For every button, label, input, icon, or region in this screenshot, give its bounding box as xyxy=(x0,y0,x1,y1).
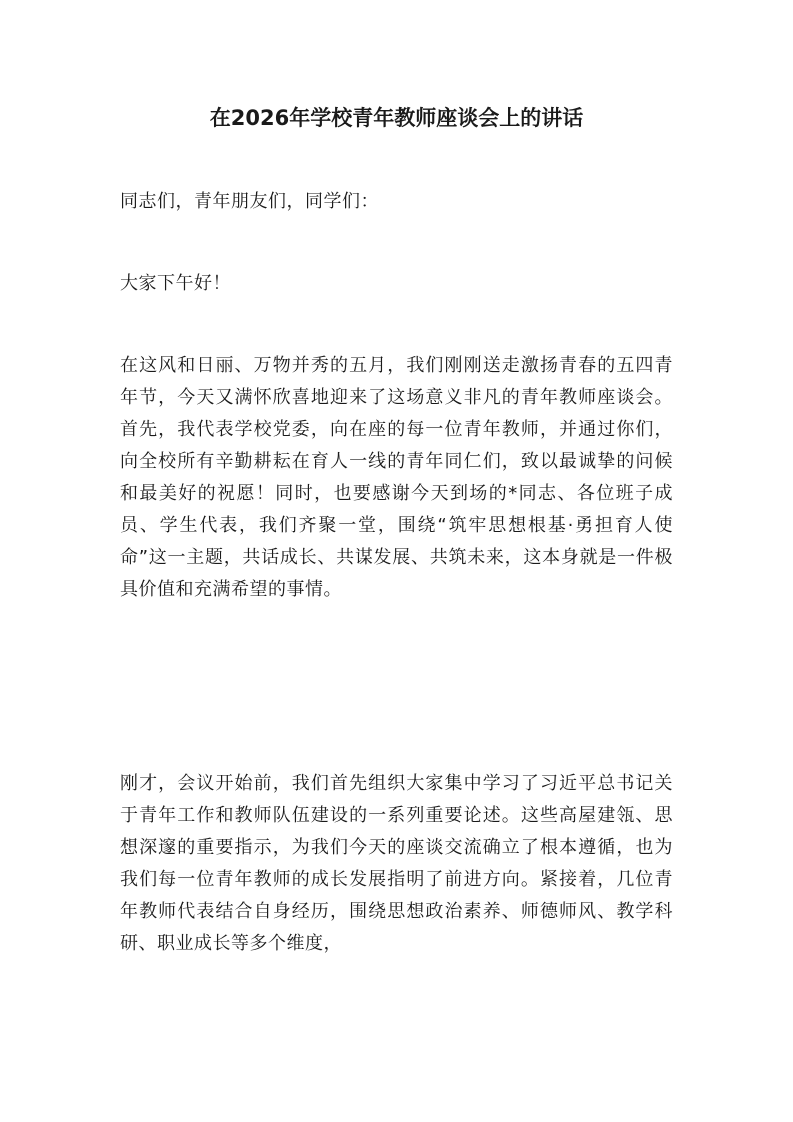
document-title: 在2026年学校青年教师座谈会上的讲话 xyxy=(209,106,584,130)
paragraph: 刚才，会议开始前，我们首先组织大家集中学习了习近平总书记关于青年工作和教师队伍建设的一系列重要论述。这些高屋建瓴、思想深邃的重要指示，为我们今天的座谈交流确立了根本遵循，也为我们每一位青年教师的成长发展指明了前进方向。紧接着，几位青年教师代表结合自身经历，围绕思想政治素养、师德师风、教学科研、职业成长等多个维度， xyxy=(120,773,673,954)
paragraph: 在这风和日丽、万物并秀的五月，我们刚刚送走激扬青春的五四青年节，今天又满怀欣喜地迎来了这场意义非凡的青年教师座谈会。首先，我代表学校党委，向在座的每一位青年教师，并通过你们，向全校所有辛勤耕耘在育人一线的青年同仁们，致以最诚挚的问候和最美好的祝愿！同时，也要感谢今天到场的*同志、各位班子成员、学生代表，我们齐聚一堂，围绕“筑牢思想根基·勇担育人使命”这一主题，共话成长、共谋发展、共筑未来，这本身就是一件极具价值和充满希望的事情。 xyxy=(120,355,673,600)
salutation-line: 大家下午好！ xyxy=(120,273,231,294)
greeting-line: 同志们，青年朋友们，同学们： xyxy=(120,191,379,212)
